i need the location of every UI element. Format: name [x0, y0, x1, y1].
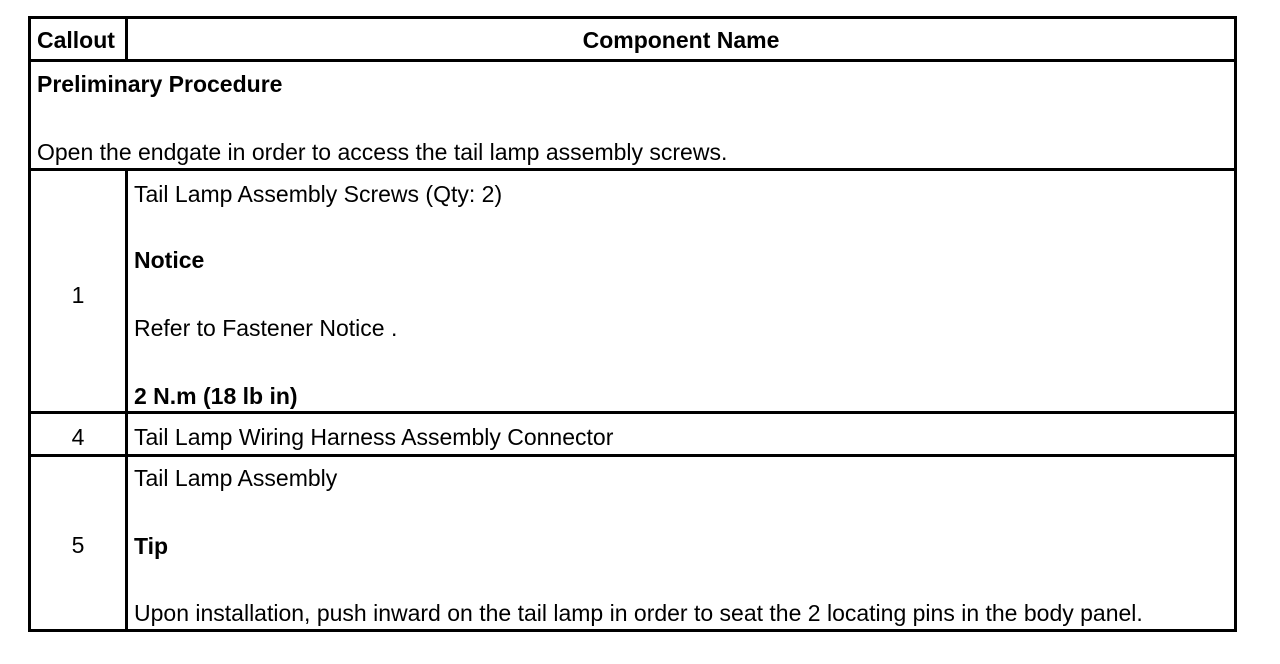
component-name-1: Tail Lamp Assembly Screws (Qty: 2): [134, 181, 503, 207]
notice-text: Refer to Fastener Notice .: [134, 315, 398, 341]
row-divider: [31, 454, 1234, 457]
header-component-name: Component Name: [582, 27, 780, 53]
row-divider: [31, 411, 1234, 414]
service-procedure-table: [28, 16, 1237, 632]
row-divider: [31, 59, 1234, 62]
preliminary-title: Preliminary Procedure: [37, 71, 283, 97]
component-name-5: Tail Lamp Assembly: [134, 465, 338, 491]
header-callout: Callout: [37, 27, 115, 53]
column-divider: [125, 168, 128, 632]
row-divider: [31, 168, 1234, 171]
preliminary-text: Open the endgate in order to access the tail lamp assembly screws.: [37, 139, 728, 165]
component-name-4: Tail Lamp Wiring Harness Assembly Connector: [134, 424, 614, 450]
notice-title: Notice: [134, 247, 205, 273]
callout-4: 4: [71, 424, 85, 450]
callout-5: 5: [71, 532, 85, 558]
tip-title: Tip: [134, 533, 169, 559]
callout-1: 1: [71, 282, 85, 308]
tip-text: Upon installation, push inward on the tail lamp in order to seat the 2 locating pins in the body panel.: [134, 600, 1143, 626]
torque-spec: 2 N.m (18 lb in): [134, 383, 298, 409]
